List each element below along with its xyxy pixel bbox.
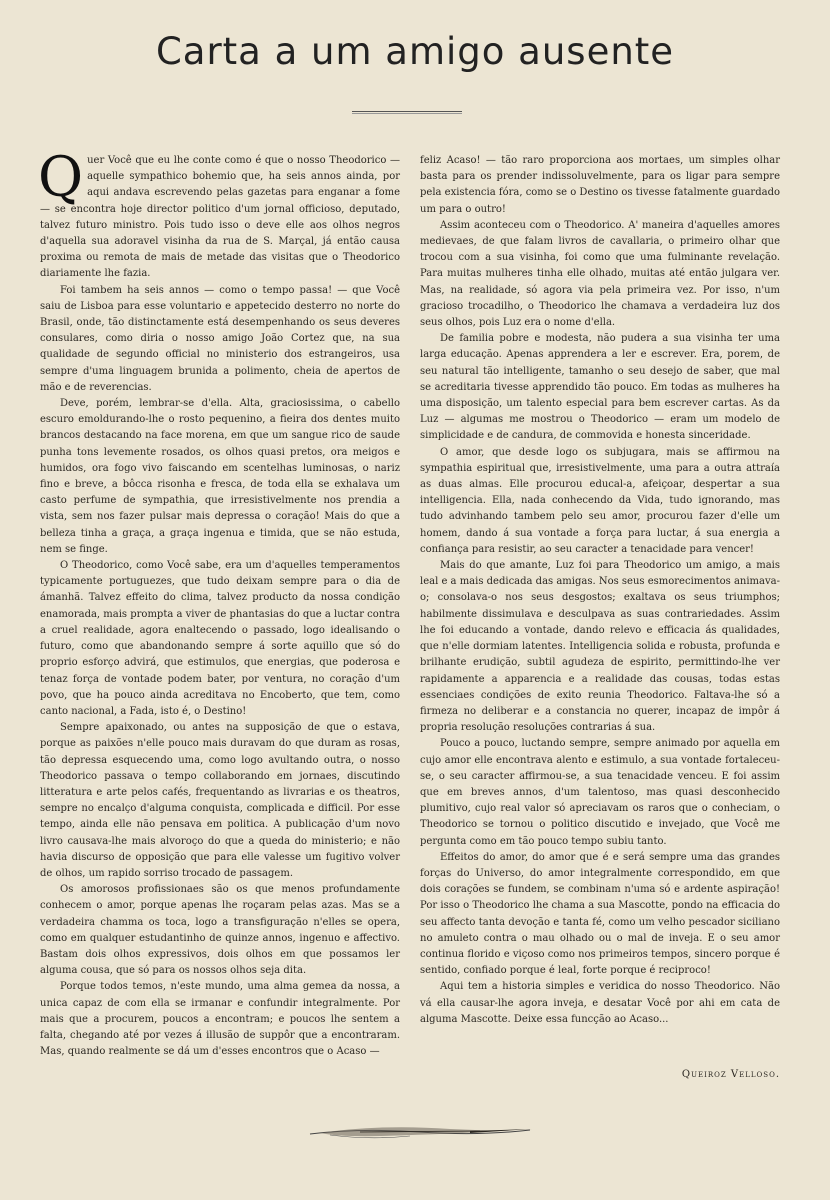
author-signature: Queiroz Velloso. (681, 1069, 780, 1080)
paragraph-4: O Theodorico, como Você sabe, era um d'aquelles temperamentos typicamente portuguezes, que tudo deixam sempre para o dia de ámanhã. Talvez effeito do clima, talvez producto da nossa condição enamorada, mais prompta a viver de phantasias do que a luctar contra a cruel realidade, agora enaltecendo o passado, logo idealisando o futuro, como que abandonando sempre á sorte aquillo que só do proprio esforço advirá, que estimulos, que energias, que poderosa e tenaz força de vontade podem bater, por ventura, no coração d'um povo, que ha pouco ainda acreditava no Encoberto, que tem, como canto nacional, a Fada, isto é, o Destino! (40, 560, 401, 717)
paragraph-3: Deve, porém, lembrar-se d'ella. Alta, graciosissima, o cabello escuro emoldurando-lhe o rosto pequenino, a fieira dos dentes muito brancos destacando na face morena, em que um sangue rico de saude punha tons levemente rosados, os olhos quasi pretos, ora meigos e humidos, ora fogo vivo faiscando em scentelhas luminosas, o nariz fino e breve, a bôcca risonha e fresca, de toda ella se exhalava um casto perfume de sympathia, que irresistivelmente nos prendia a vista, sem nos fazer pulsar mais depressa o coração! Mais do que a belleza tinha a graça, a graça ingenua e timida, que se não estuda, nem se finge. (40, 398, 400, 555)
paragraph-5: Sempre apaixonado, ou antes na supposição de que o estava, porque as paixões n'elle pouco mais duravam do que duram as rosas, tão depressa esquecendo uma, como logo avultando outra, o nosso Theodorico passava o tempo collaborando em jornaes, discutindo litteratura e arte pelos cafés, frequentando as livrarias e os theatros, sempre no encalço d'alguma conquista, complicada e difficil. Por esse tempo, ainda elle não pensava em politica. A publicação d'um novo livro causava-lhe mais alvoroço do que a queda do ministerio; e não havia discurso de opposição que para elle valesse um fugitivo volver de olhos, um rapido sorriso trocado de passagem. (40, 722, 400, 879)
paragraph-10: De familia pobre e modesta, não pudera a sua visinha ter uma larga educação. Apenas apprendera a ler e escrever. Era, porem, de seu natural tão intelligente, tamanho o seu desejo de saber, que mal se acreditaria tivesse apprendido tão pouco. Em todas as mulheres ha uma disposição, um talento especial para bem escrever cartas. As da Luz — algumas me mostrou o Theodorico — eram um modelo de simplicidade e de candura, de commovida e honesta sinceridade. (420, 333, 780, 442)
paragraph-9: Assim aconteceu com o Theodorico. A' maneira d'aquelles amores medievaes, de que falam livros de cavallaria, o primeiro olhar que trocou com a sua visinha, foi como que uma fulminante revelação. Para muitas mulheres tinha elle olhado, muitas até então julgara ver. Mas, na realidade, só agora via pela primeira vez. Por isso, n'um gracioso trocadilho, o Theodorico lhe chamava a verdadeira luz dos seus olhos, pois Luz era o nome d'ella. (420, 219, 780, 329)
paragraph-2: Foi tambem ha seis annos — como o tempo passa! — que Você saiu de Lisboa para esse voluntario e appetecido desterro no norte do Brasil, onde, tão distinctamente está desempenhando os seus deveres consulares, como diria o nosso amigo João Cortez que, na sua qualidade de segundo official no ministerio dos estrangeiros, usa sempre d'uma linguagem brunida a polimento, cheia de apertos de mão e de reverencias. (40, 284, 400, 393)
right-column (420, 153, 780, 1028)
paragraph-1 (38, 145, 400, 283)
paragraph-13: Pouco a pouco, luctando sempre, sempre animado por aquella em cujo amor elle encontrava alento e estimulo, a sua vontade fortaleceu-se, o seu caracter affirmou-se, a sua tenacidade venceu. E foi assim que em breves annos, d'um talentoso, mas quasi desconhecido plumitivo, cujo real valor só apreciavam os raros que o conheciam, o Theodorico se tornou o politico discutido e invejado, que Você me pergunta como em tão pouco tempo subiu tanto. (420, 738, 780, 847)
quill-pen-ornament (300, 1120, 540, 1144)
left-column (38, 145, 401, 1060)
dropcap: Q (38, 145, 84, 209)
paragraph-1-text: uer Você que eu lhe conte como é que o nosso Theodorico — aquelle sympathico bohemio que, ha seis annos ainda, por aqui andava escrevendo pelas gazetas para enganar a fome — se encontra hoje director politico d'um jornal officioso, deputado, talvez futuro ministro. Pois tudo isso o deve elle aos olhos negros d'aquella sua adoravel visinha da rua de S. Marçal, já então causa proxima ou remota de mais de metade das visitas que o Theodorico diariamente lhe fazia. (40, 155, 400, 280)
paragraph-8: feliz Acaso! — tão raro proporciona aos mortaes, um simples olhar basta para os prender indissoluvelmente, para os ligar para sempre pela existencia fóra, como se o Destino os tivesse fatalmente guardado um para o outro! (420, 155, 780, 215)
paragraph-6: Os amorosos profissionaes são os que menos profundamente conhecem o amor, porque apenas lhe roçaram pelas azas. Mas se a verdadeira chamma os toca, logo a transfiguração n'elles se opera, como em qualquer estudantinho de quinze annos, ingenuo e affectivo. Bastam dois olhos expressivos, dois olhos em que possamos ler alguma cousa, que só para os nossos olhos seja dita. (40, 884, 400, 977)
paragraph-15: Aqui tem a historia simples e veridica do nosso Theodorico. Não vá ella causar-lhe agora inveja, e desatar Você por ahi em cata de alguma Mascotte. Deixe essa funcção ao Acaso... (420, 981, 780, 1025)
article-title: Carta a um amigo ausente (155, 30, 675, 73)
paragraph-14: Effeitos do amor, do amor que é e será sempre uma das grandes forças do Universo, do amor integralmente correspondido, em que dois corações se fundem, se combinam n'uma só e ardente aspiração! Por isso o Theodorico lhe chama a sua Mascotte, pondo na efficacia do seu affecto tanta devoção e tanta fé, como um velho pescador siciliano no amuleto contra o mau olhado ou o mal de inveja. E o seu amor continua florido e viçoso como nos primeiros tempos, sincero porque é sentido, confiado porque é leal, forte porque é reciproco! (420, 851, 780, 977)
paragraph-11: O amor, que desde logo os subjugara, mais se affirmou na sympathia espiritual que, irresistivelmente, uma para a outra attraía as duas almas. Elle procurou educal-a, afeiçoar, despertar a sua intelligencia. Ella, nada conhecendo da Vida, tudo ignorando, mas tudo advinhando tambem pelo seu amor, procurou fazer d'elle um homem, dando á sua vontade a força para luctar, á sua energia a confiança para resistir, ao seu caracter a tenacidade para vencer! (420, 446, 780, 555)
paragraph-12: Mais do que amante, Luz foi para Theodorico um amigo, a mais leal e a mais dedicada das amigas. Nos seus esmorecimentos animava-o; consolava-o nos seus desgostos; exaltava os seus triumphos; habilmente dissimulava e desculpava as suas contrariedades. Assim lhe foi educando a vontade, dando relevo e efficacia ás qualidades, que n'elle dormiam latentes. Intelligencia solida e robusta, profunda e brilhante erudição, subtil agudeza de espirito, permittindo-lhe ver rapidamente a apparencia e a realidade das cousas, todas estas essenciaes condições de exito reunia Theodorico. Faltava-lhe só a firmeza no deliberar e a constancia no querer, incapaz de impôr á propria resolução resoluções contrarias á sua. (420, 560, 780, 734)
paragraph-7: Porque todos temos, n'este mundo, uma alma gemea da nossa, a unica capaz de com ella se irmanar e confundir integralmente. Por mais que a procurem, poucos a encontram; e poucos lhe sentem a falta, chegando até por vezes á illusão de suppôr que a encontraram. Mas, quando realmente se dá um d'esses encontros que o Acaso — (40, 981, 400, 1058)
title-divider (352, 111, 462, 114)
